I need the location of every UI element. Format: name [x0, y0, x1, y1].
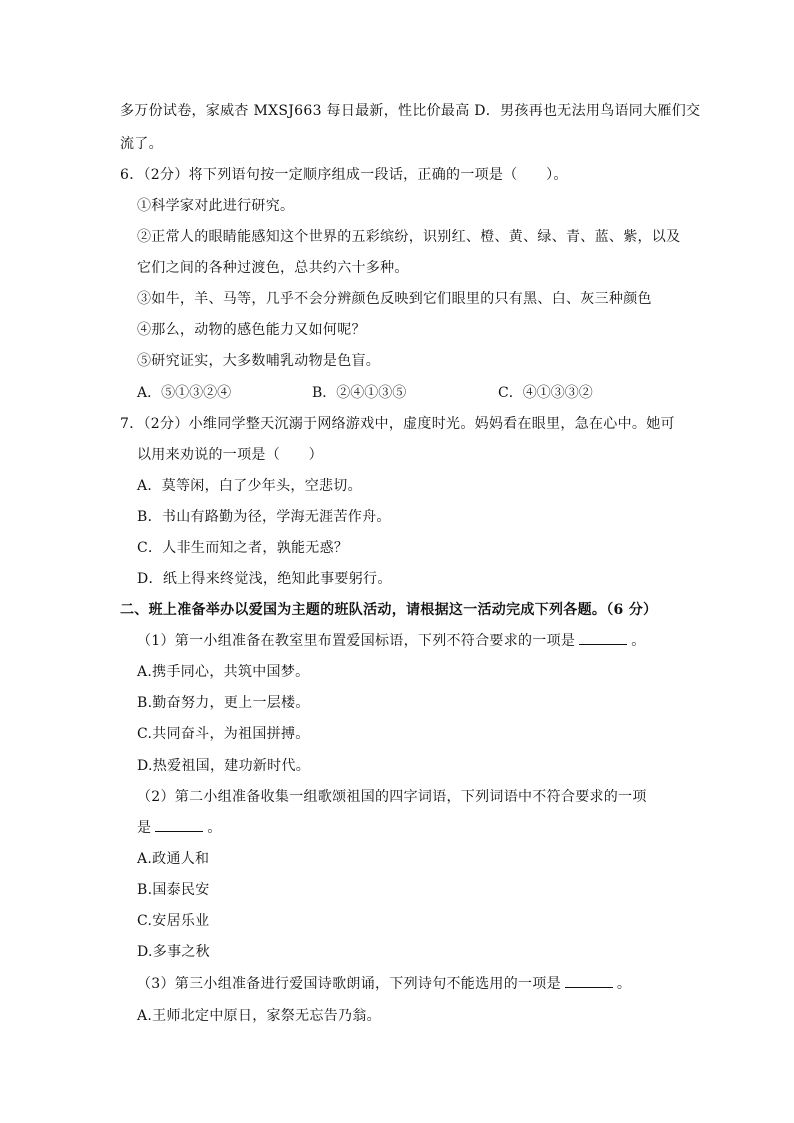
- text-line: 流了。: [120, 136, 163, 152]
- p1-option-a[interactable]: A.携手同心，共筑中国梦。: [137, 664, 310, 680]
- answer-blank[interactable]: [155, 819, 203, 832]
- sentence-4: ④那么，动物的感色能力又如何呢？: [137, 322, 366, 338]
- part-3-stem-text: （3）第三小组准备进行爱国诗歌朗诵，下列诗句不能选用的一项是: [137, 976, 561, 992]
- section-2-heading: 二、班上准备举办以爱国为主题的班队活动，请根据这一活动完成下列各题。（6 分）: [120, 602, 658, 618]
- p1-option-b[interactable]: B.勤奋努力，更上一层楼。: [137, 695, 310, 711]
- question-7-stem: 7．（2分）小维同学整天沉溺于网络游戏中，虚度时光。妈妈看在眼里，急在心中。她可: [120, 416, 675, 432]
- sentence-2-cont: 它们之间的各种过渡色，总共约六十多种。: [137, 260, 409, 276]
- q7-option-c[interactable]: C．人非生而知之者，孰能无惑？: [137, 540, 349, 556]
- q6-option-c[interactable]: C．④①③③②: [498, 385, 593, 401]
- q6-option-a[interactable]: A．⑤①③②④: [137, 385, 232, 401]
- q7-option-b[interactable]: B．书山有路勤为径，学海无涯苦作舟。: [137, 509, 391, 525]
- part-3-stem: [137, 975, 631, 993]
- answer-blank[interactable]: [579, 632, 627, 645]
- answer-blank[interactable]: [565, 975, 613, 988]
- part-2-stem-end: 。: [207, 820, 222, 836]
- text-line: 多万份试卷，家威杏 MXSJ663 每日最新，性比价最高 D．男孩再也无法用鸟语同大雁们交: [120, 103, 701, 119]
- p2-option-b[interactable]: B.国泰民安: [137, 882, 210, 898]
- question-7-stem-cont: 以用来劝说的一项是（ ）: [137, 447, 323, 463]
- q6-option-b[interactable]: B．②④①③⑤: [312, 385, 407, 401]
- p2-option-c[interactable]: C.安居乐业: [137, 913, 210, 929]
- p2-option-a[interactable]: A.政通人和: [137, 851, 210, 867]
- part-2-stem-text: 是: [137, 820, 152, 836]
- sentence-3: ③如牛，羊、马等，几乎不会分辨颜色反映到它们眼里的只有黑、白、灰三种颜色: [137, 291, 652, 307]
- part-2-stem: （2）第二小组准备收集一组歌颂祖国的四字词语，下列词语中不符合要求的一项: [137, 789, 647, 805]
- sentence-5: ⑤研究证实，大多数哺乳动物是色盲。: [137, 353, 381, 369]
- q7-option-d[interactable]: D．纸上得来终觉浅，绝知此事要躬行。: [137, 571, 392, 587]
- p3-option-a[interactable]: A.王师北定中原日，家祭无忘告乃翁。: [137, 1008, 381, 1024]
- part-1-stem-end: 。: [631, 633, 646, 649]
- p1-option-c[interactable]: C.共同奋斗，为祖国拼搏。: [137, 726, 310, 742]
- p1-option-d[interactable]: D.热爱祖国，建功新时代。: [137, 758, 311, 774]
- p2-option-d[interactable]: D.多事之秋: [137, 944, 210, 960]
- part-1-stem: [137, 632, 646, 650]
- part-3-stem-end: 。: [616, 976, 632, 992]
- sentence-2: ②正常人的眼睛能感知这个世界的五彩缤纷，识别红、橙、黄、绿、青、蓝、紫，以及: [137, 229, 681, 245]
- part-1-stem-text: （1）第一小组准备在教室里布置爱国标语，下列不符合要求的一项是: [137, 633, 576, 649]
- part-2-stem-cont: [137, 819, 222, 837]
- sentence-1: ①科学家对此进行研究。: [137, 198, 295, 214]
- question-6-stem: 6．（2分）将下列语句按一定顺序组成一段话，正确的一项是（ ）。: [120, 167, 568, 183]
- q7-option-a[interactable]: A．莫等闲，白了少年头，空悲切。: [137, 478, 362, 494]
